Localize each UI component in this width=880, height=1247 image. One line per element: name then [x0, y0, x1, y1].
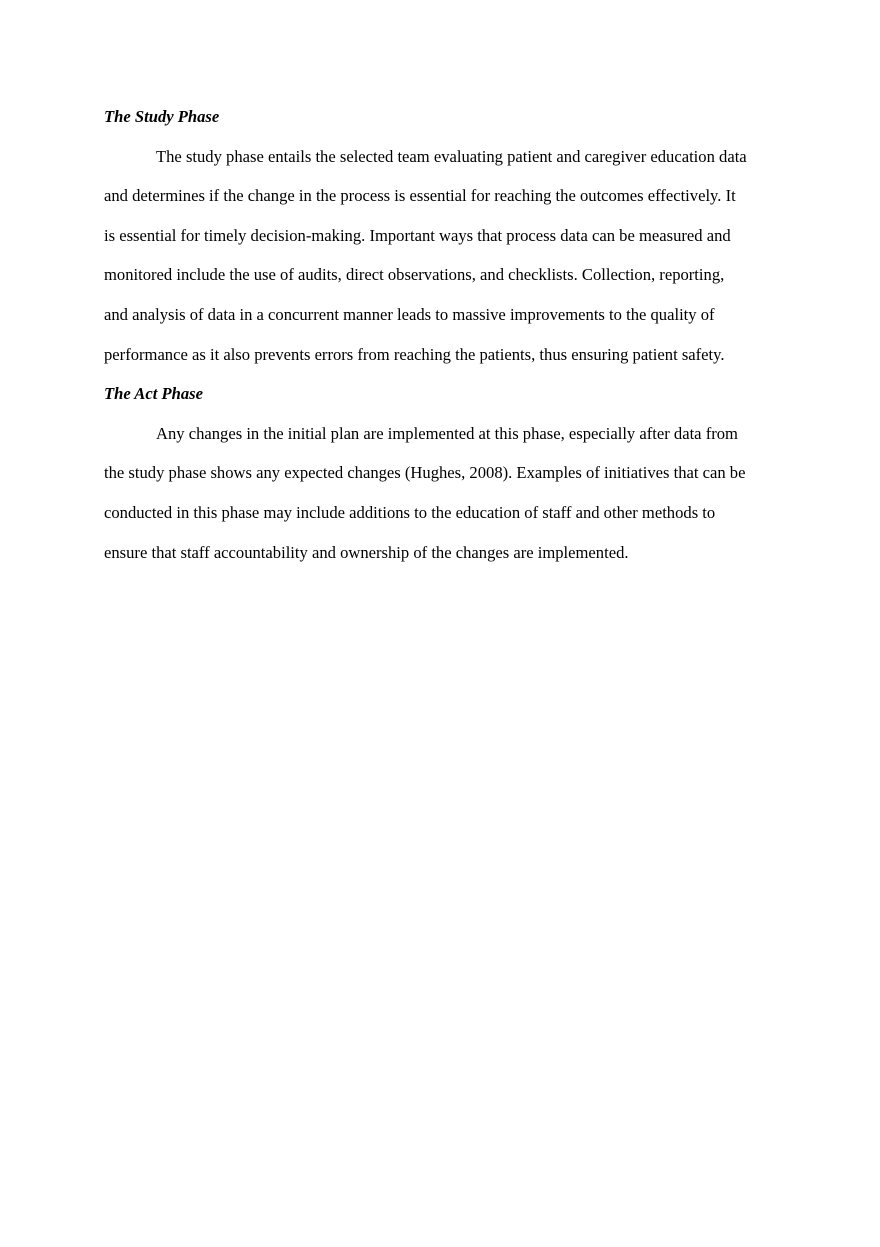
- paragraph-line: The study phase entails the selected team evaluating patient and caregiver education data: [156, 146, 747, 166]
- section-study-phase: [104, 97, 776, 374]
- document-body: [104, 97, 776, 572]
- paragraph-line: ensure that staff accountability and ownership of the changes are implemented.: [104, 542, 629, 562]
- paragraph-line: monitored include the use of audits, direct observations, and checklists. Collection, reporting,: [104, 265, 725, 285]
- section-act-phase: [104, 374, 776, 572]
- paragraph-line: Any changes in the initial plan are implemented at this phase, especially after data from: [156, 423, 738, 443]
- section-heading: The Act Phase: [104, 384, 203, 404]
- paragraph-line: and determines if the change in the process is essential for reaching the outcomes effectively. It: [104, 186, 736, 206]
- section-paragraph: [104, 137, 776, 375]
- paragraph-line: is essential for timely decision-making. Important ways that process data can be measured and: [104, 225, 731, 245]
- paragraph-line: the study phase shows any expected changes (Hughes, 2008). Examples of initiatives that can be: [104, 463, 746, 483]
- section-paragraph: [104, 414, 776, 572]
- section-heading: The Study Phase: [104, 107, 220, 126]
- paragraph-line: and analysis of data in a concurrent manner leads to massive improvements to the quality of: [104, 304, 715, 324]
- paragraph-line: conducted in this phase may include additions to the education of staff and other methods to: [104, 502, 716, 522]
- paragraph-line: performance as it also prevents errors from reaching the patients, thus ensuring patient safety.: [104, 344, 725, 364]
